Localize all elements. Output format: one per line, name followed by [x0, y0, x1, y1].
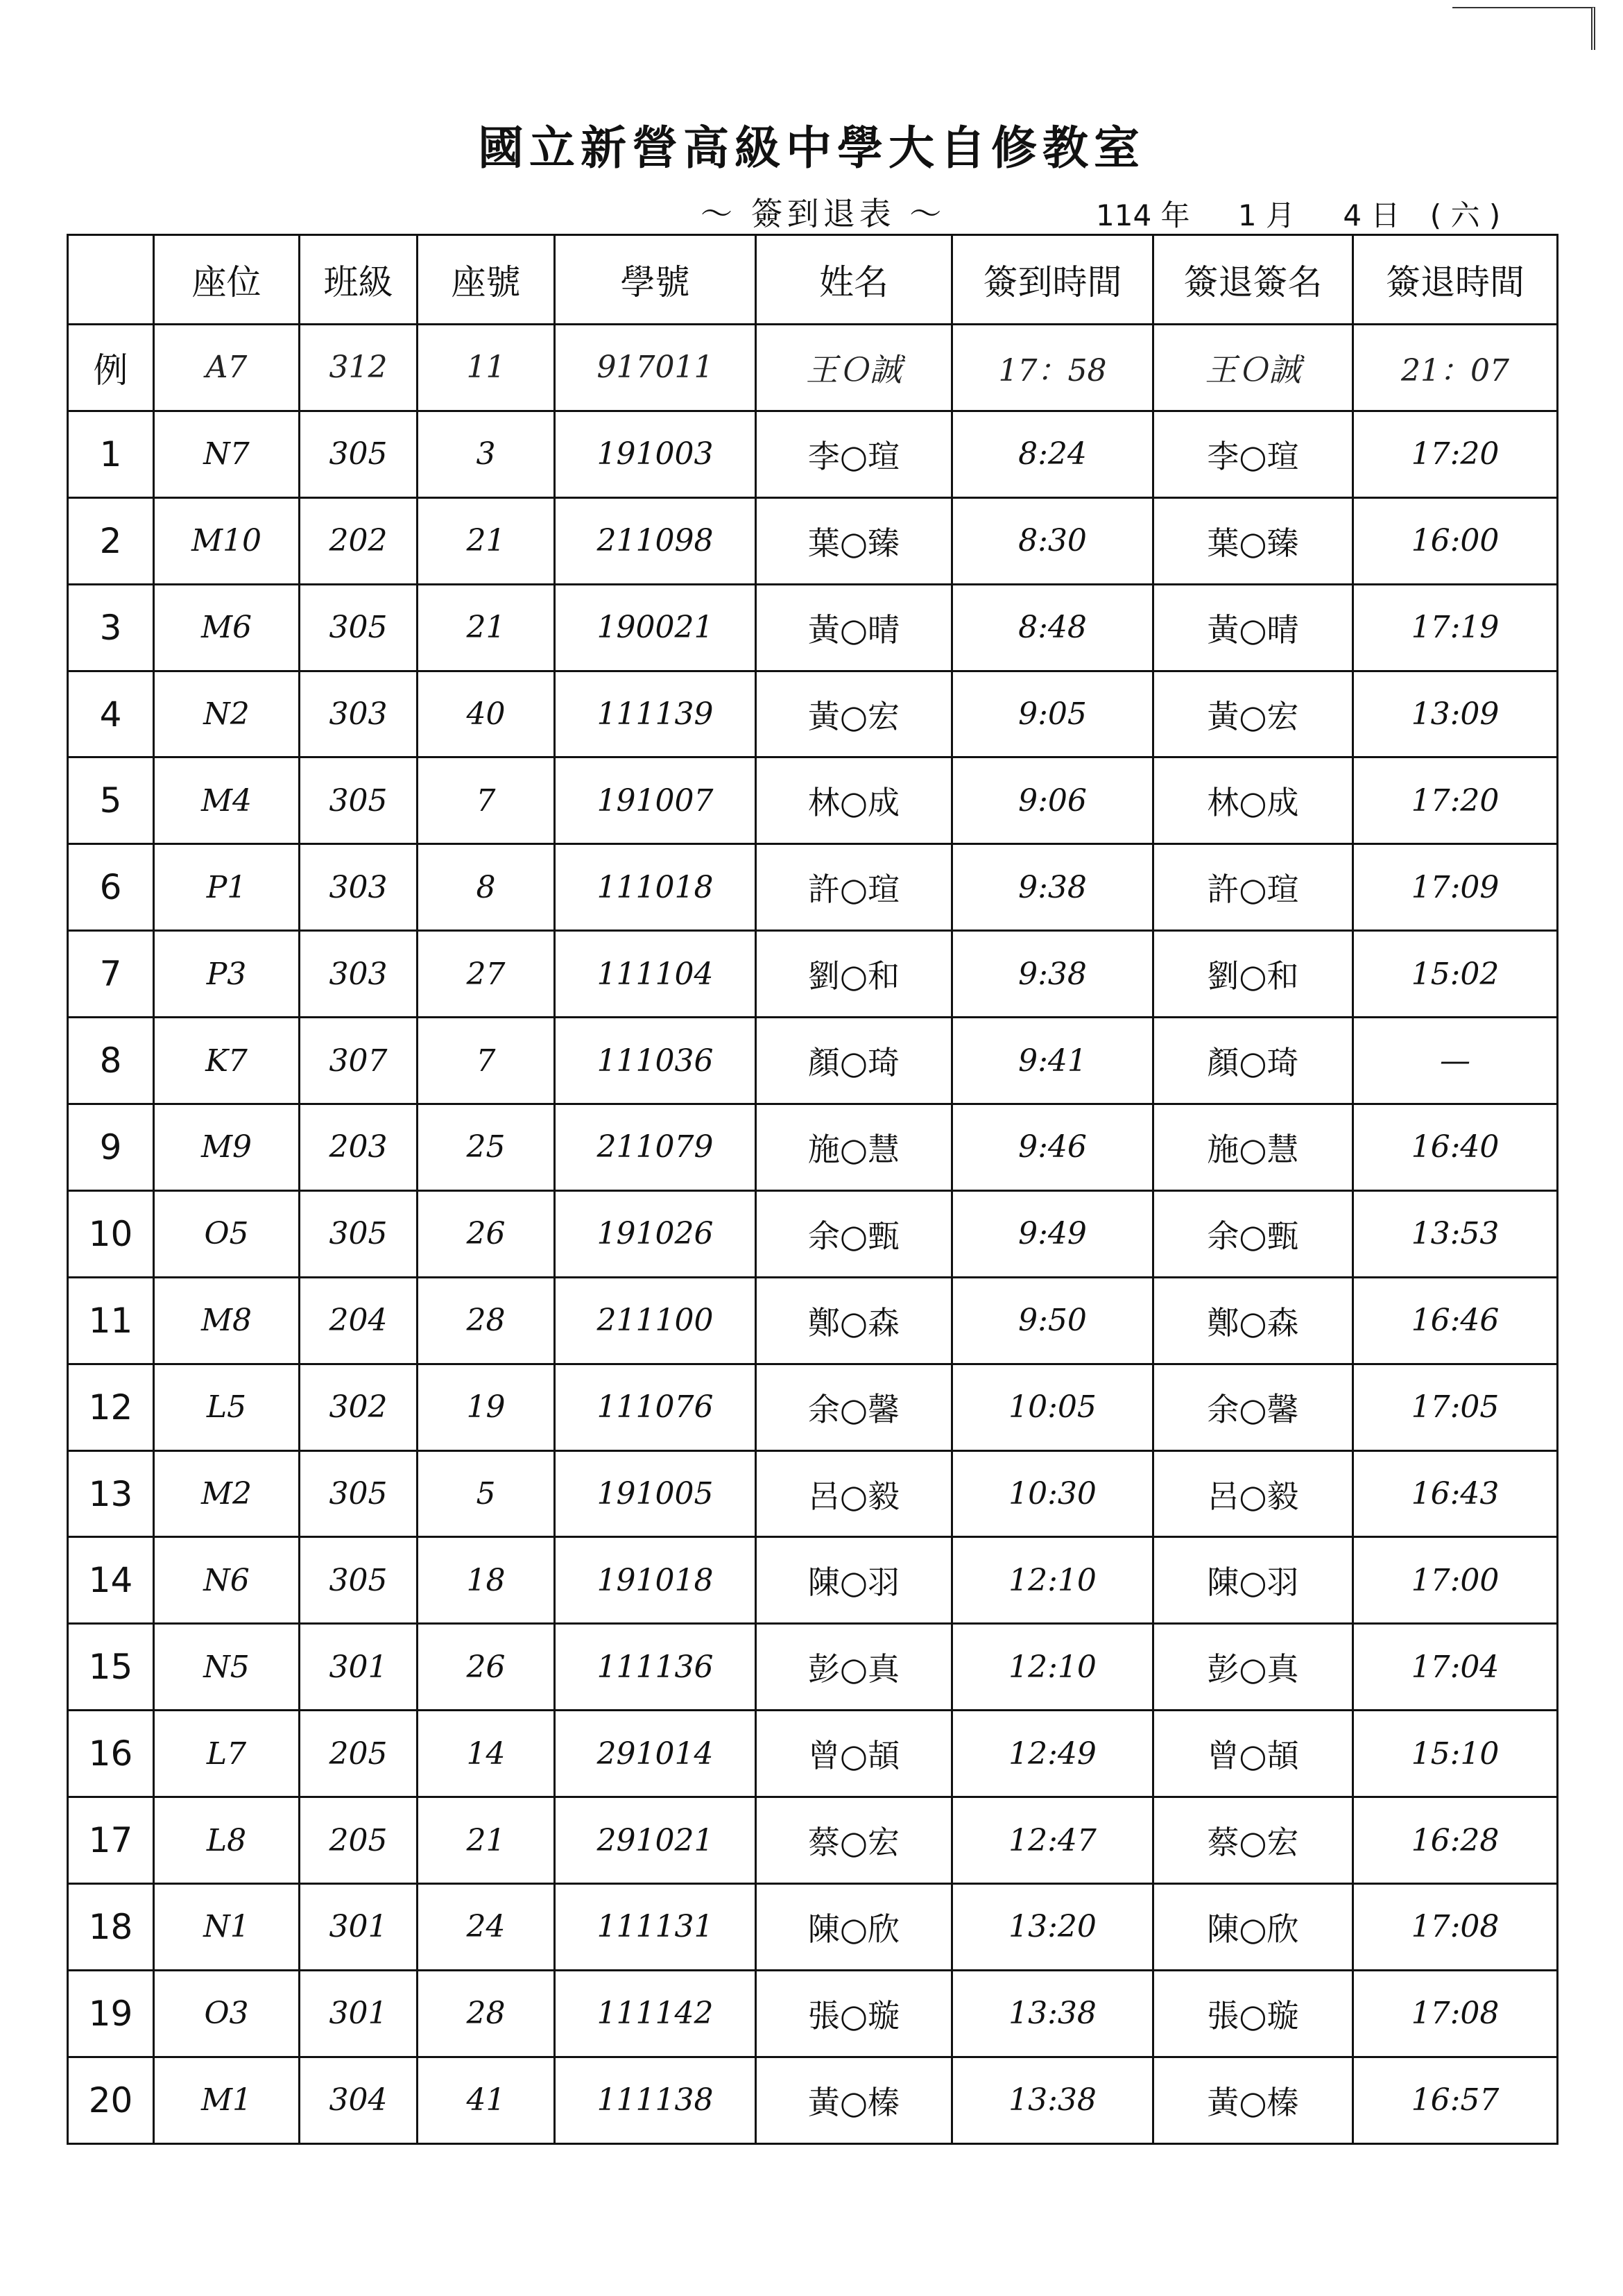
date-day: 4 日: [1343, 198, 1400, 232]
header-name: 姓名: [756, 235, 952, 325]
date-year: 114 年: [1096, 198, 1190, 232]
row-no: 15: [68, 1624, 154, 1711]
table-row: [68, 1884, 1558, 1971]
sign-out-time: 16:40: [1353, 1104, 1558, 1191]
row-no: 19: [68, 1970, 154, 2057]
seat-no: 11: [418, 325, 555, 411]
seat: M4: [154, 757, 300, 844]
row-no: 3: [68, 584, 154, 671]
seat: M9: [154, 1104, 300, 1191]
row-no: 4: [68, 671, 154, 757]
student-id: 917011: [555, 325, 756, 411]
row-no: 5: [68, 757, 154, 844]
table-row: [68, 1364, 1558, 1450]
table-row: [68, 931, 1558, 1018]
student-name: 蔡○宏: [756, 1797, 952, 1884]
seat: A7: [154, 325, 300, 411]
row-no: 12: [68, 1364, 154, 1450]
row-no: 16: [68, 1711, 154, 1797]
sign-out-time: 16:46: [1353, 1277, 1558, 1364]
class: 301: [300, 1970, 418, 2057]
class: 301: [300, 1884, 418, 1971]
class: 202: [300, 497, 418, 584]
student-id: 291014: [555, 1711, 756, 1797]
seat-no: 14: [418, 1711, 555, 1797]
sign-out-signature: 彭○真: [1153, 1624, 1353, 1711]
sign-in-time: 10:05: [952, 1364, 1153, 1450]
class: 305: [300, 584, 418, 671]
table-row: [68, 497, 1558, 584]
seat: K7: [154, 1018, 300, 1104]
sign-in-time: 8:30: [952, 497, 1153, 584]
sign-in-time: 12:10: [952, 1537, 1153, 1624]
class: 204: [300, 1277, 418, 1364]
document-date: [1096, 193, 1500, 234]
sign-out-signature: 張○璇: [1153, 1970, 1353, 2057]
table-row: [68, 1711, 1558, 1797]
sign-out-signature: 李○瑄: [1153, 411, 1353, 497]
seat-no: 18: [418, 1537, 555, 1624]
table-row: [68, 1104, 1558, 1191]
seat-no: 40: [418, 671, 555, 757]
sign-out-time: 17:19: [1353, 584, 1558, 671]
header-class: 班級: [300, 235, 418, 325]
student-name: 李○瑄: [756, 411, 952, 497]
sign-out-time: 17:08: [1353, 1970, 1558, 2057]
table-row: [68, 411, 1558, 497]
student-name: 顏○琦: [756, 1018, 952, 1104]
student-id: 191018: [555, 1537, 756, 1624]
seat-no: 41: [418, 2057, 555, 2143]
header-student-id: 學號: [555, 235, 756, 325]
student-name: 葉○臻: [756, 497, 952, 584]
seat-no: 19: [418, 1364, 555, 1450]
table-header-row: [68, 235, 1558, 325]
sign-in-out-table: [67, 234, 1558, 2145]
sign-out-signature: 顏○琦: [1153, 1018, 1353, 1104]
row-no: 20: [68, 2057, 154, 2143]
sign-out-time: 17:20: [1353, 757, 1558, 844]
sign-out-signature: 余○馨: [1153, 1364, 1353, 1450]
header-sign-out-signature: 簽退簽名: [1153, 235, 1353, 325]
seat: N1: [154, 1884, 300, 1971]
row-no: 11: [68, 1277, 154, 1364]
row-no: 9: [68, 1104, 154, 1191]
sign-in-time: 9:50: [952, 1277, 1153, 1364]
student-name: 陳○羽: [756, 1537, 952, 1624]
sign-out-signature: 黃○晴: [1153, 584, 1353, 671]
sign-in-time: 13:38: [952, 2057, 1153, 2143]
table-row: [68, 757, 1558, 844]
sign-out-signature: 陳○欣: [1153, 1884, 1353, 1971]
class: 307: [300, 1018, 418, 1104]
row-no: 2: [68, 497, 154, 584]
seat: M2: [154, 1450, 300, 1537]
sign-in-time: 9:38: [952, 844, 1153, 931]
class: 301: [300, 1624, 418, 1711]
table-row: [68, 1970, 1558, 2057]
sign-out-time: 17:04: [1353, 1624, 1558, 1711]
student-name: 陳○欣: [756, 1884, 952, 1971]
student-id: 190021: [555, 584, 756, 671]
seat: N6: [154, 1537, 300, 1624]
sign-in-time: 13:20: [952, 1884, 1153, 1971]
seat-no: 7: [418, 1018, 555, 1104]
sign-out-signature: 王Ｏ誠: [1153, 325, 1353, 411]
class: 205: [300, 1711, 418, 1797]
sign-in-time: 9:05: [952, 671, 1153, 757]
sign-out-signature: 陳○羽: [1153, 1537, 1353, 1624]
student-name: 林○成: [756, 757, 952, 844]
seat: L5: [154, 1364, 300, 1450]
student-id: 211100: [555, 1277, 756, 1364]
student-name: 彭○真: [756, 1624, 952, 1711]
seat: M10: [154, 497, 300, 584]
row-no: 13: [68, 1450, 154, 1537]
date-weekday: ( 六 ): [1429, 198, 1501, 232]
header-no: [68, 235, 154, 325]
seat: N2: [154, 671, 300, 757]
sign-in-time: 12:49: [952, 1711, 1153, 1797]
sign-out-time: 16:57: [1353, 2057, 1558, 2143]
row-no: 18: [68, 1884, 154, 1971]
seat-no: 7: [418, 757, 555, 844]
sign-in-time: 9:41: [952, 1018, 1153, 1104]
scan-edge-mark: [1452, 7, 1595, 50]
sign-out-signature: 蔡○宏: [1153, 1797, 1353, 1884]
seat-no: 28: [418, 1277, 555, 1364]
row-no: 6: [68, 844, 154, 931]
sign-out-signature: 施○慧: [1153, 1104, 1353, 1191]
student-id: 111131: [555, 1884, 756, 1971]
sign-in-time: 8:24: [952, 411, 1153, 497]
sign-out-time: 21：07: [1353, 325, 1558, 411]
student-id: 111142: [555, 1970, 756, 2057]
student-name: 王Ｏ誠: [756, 325, 952, 411]
sign-out-time: 17:08: [1353, 1884, 1558, 1971]
class: 305: [300, 1190, 418, 1277]
seat-no: 27: [418, 931, 555, 1018]
student-name: 黃○榛: [756, 2057, 952, 2143]
sign-out-signature: 葉○臻: [1153, 497, 1353, 584]
student-name: 曾○頡: [756, 1711, 952, 1797]
sign-out-signature: 余○甄: [1153, 1190, 1353, 1277]
seat-no: 5: [418, 1450, 555, 1537]
header-seat: 座位: [154, 235, 300, 325]
sign-out-signature: 呂○毅: [1153, 1450, 1353, 1537]
class: 303: [300, 931, 418, 1018]
class: 203: [300, 1104, 418, 1191]
sign-out-signature: 劉○和: [1153, 931, 1353, 1018]
student-id: 211079: [555, 1104, 756, 1191]
sign-in-time: 12:10: [952, 1624, 1153, 1711]
seat: L7: [154, 1711, 300, 1797]
student-id: 111136: [555, 1624, 756, 1711]
table-row: [68, 671, 1558, 757]
seat: L8: [154, 1797, 300, 1884]
student-name: 鄭○森: [756, 1277, 952, 1364]
seat-no: 21: [418, 497, 555, 584]
student-id: 111076: [555, 1364, 756, 1450]
sign-out-signature: 許○瑄: [1153, 844, 1353, 931]
sign-out-time: 17:05: [1353, 1364, 1558, 1450]
sign-out-time: 17:09: [1353, 844, 1558, 931]
sign-out-signature: 曾○頡: [1153, 1711, 1353, 1797]
student-id: 191005: [555, 1450, 756, 1537]
sign-out-time: 17:00: [1353, 1537, 1558, 1624]
student-name: 呂○毅: [756, 1450, 952, 1537]
table-row: [68, 1624, 1558, 1711]
header-seat-no: 座號: [418, 235, 555, 325]
sign-out-time: 13:53: [1353, 1190, 1558, 1277]
header-sign-out-time: 簽退時間: [1353, 235, 1558, 325]
seat-no: 25: [418, 1104, 555, 1191]
date-month: 1 月: [1237, 198, 1295, 232]
seat: N7: [154, 411, 300, 497]
student-id: 111036: [555, 1018, 756, 1104]
seat-no: 24: [418, 1884, 555, 1971]
sign-out-signature: 黃○宏: [1153, 671, 1353, 757]
sign-in-time: 9:38: [952, 931, 1153, 1018]
student-name: 施○慧: [756, 1104, 952, 1191]
sign-out-time: 16:43: [1353, 1450, 1558, 1537]
table-row: [68, 1190, 1558, 1277]
row-no: 1: [68, 411, 154, 497]
student-name: 許○瑄: [756, 844, 952, 931]
sign-in-time: 9:46: [952, 1104, 1153, 1191]
document-title: 國立新營高級中學大自修教室: [478, 121, 1145, 175]
class: 304: [300, 2057, 418, 2143]
sign-in-time: 12:47: [952, 1797, 1153, 1884]
seat: M1: [154, 2057, 300, 2143]
row-no: 7: [68, 931, 154, 1018]
class: 302: [300, 1364, 418, 1450]
seat-no: 28: [418, 1970, 555, 2057]
student-id: 111104: [555, 931, 756, 1018]
class: 305: [300, 411, 418, 497]
class: 303: [300, 671, 418, 757]
student-name: 張○璇: [756, 1970, 952, 2057]
table-row: [68, 1277, 1558, 1364]
seat-no: 26: [418, 1624, 555, 1711]
seat: P1: [154, 844, 300, 931]
sign-out-time: —: [1353, 1018, 1558, 1104]
seat: O5: [154, 1190, 300, 1277]
table-row: [68, 1450, 1558, 1537]
seat: P3: [154, 931, 300, 1018]
table-row: [68, 1797, 1558, 1884]
seat: M8: [154, 1277, 300, 1364]
student-id: 111138: [555, 2057, 756, 2143]
table-row: [68, 1537, 1558, 1624]
student-name: 黃○宏: [756, 671, 952, 757]
sign-out-time: 16:28: [1353, 1797, 1558, 1884]
table-row: [68, 844, 1558, 931]
sign-out-signature: 鄭○森: [1153, 1277, 1353, 1364]
row-no: 17: [68, 1797, 154, 1884]
seat-no: 8: [418, 844, 555, 931]
table-row: [68, 2057, 1558, 2143]
sign-out-time: 15:02: [1353, 931, 1558, 1018]
class: 305: [300, 757, 418, 844]
seat: M6: [154, 584, 300, 671]
class: 305: [300, 1537, 418, 1624]
student-id: 191026: [555, 1190, 756, 1277]
sign-in-time: 10:30: [952, 1450, 1153, 1537]
student-name: 余○馨: [756, 1364, 952, 1450]
row-no: 14: [68, 1537, 154, 1624]
sign-out-time: 16:00: [1353, 497, 1558, 584]
example-row: [68, 325, 1558, 411]
student-name: 劉○和: [756, 931, 952, 1018]
row-no: 10: [68, 1190, 154, 1277]
seat-no: 26: [418, 1190, 555, 1277]
row-no: 8: [68, 1018, 154, 1104]
seat: N5: [154, 1624, 300, 1711]
document-subtitle: ～ 簽到退表 ～: [701, 195, 946, 232]
sign-in-time: 13:38: [952, 1970, 1153, 2057]
header-sign-in-time: 簽到時間: [952, 235, 1153, 325]
class: 305: [300, 1450, 418, 1537]
sign-in-time: 9:06: [952, 757, 1153, 844]
sign-in-time: 17：58: [952, 325, 1153, 411]
class: 303: [300, 844, 418, 931]
table-row: [68, 584, 1558, 671]
sign-out-time: 15:10: [1353, 1711, 1558, 1797]
sign-out-signature: 林○成: [1153, 757, 1353, 844]
seat: O3: [154, 1970, 300, 2057]
student-id: 111139: [555, 671, 756, 757]
seat-no: 3: [418, 411, 555, 497]
class: 312: [300, 325, 418, 411]
sign-out-signature: 黃○榛: [1153, 2057, 1353, 2143]
student-name: 余○甄: [756, 1190, 952, 1277]
sign-out-time: 17:20: [1353, 411, 1558, 497]
sign-in-time: 9:49: [952, 1190, 1153, 1277]
seat-no: 21: [418, 1797, 555, 1884]
sign-out-time: 13:09: [1353, 671, 1558, 757]
student-id: 111018: [555, 844, 756, 931]
student-name: 黃○晴: [756, 584, 952, 671]
sign-in-time: 8:48: [952, 584, 1153, 671]
student-id: 191003: [555, 411, 756, 497]
student-id: 191007: [555, 757, 756, 844]
table-row: [68, 1018, 1558, 1104]
class: 205: [300, 1797, 418, 1884]
seat-no: 21: [418, 584, 555, 671]
student-id: 211098: [555, 497, 756, 584]
row-no: 例: [68, 325, 154, 411]
student-id: 291021: [555, 1797, 756, 1884]
